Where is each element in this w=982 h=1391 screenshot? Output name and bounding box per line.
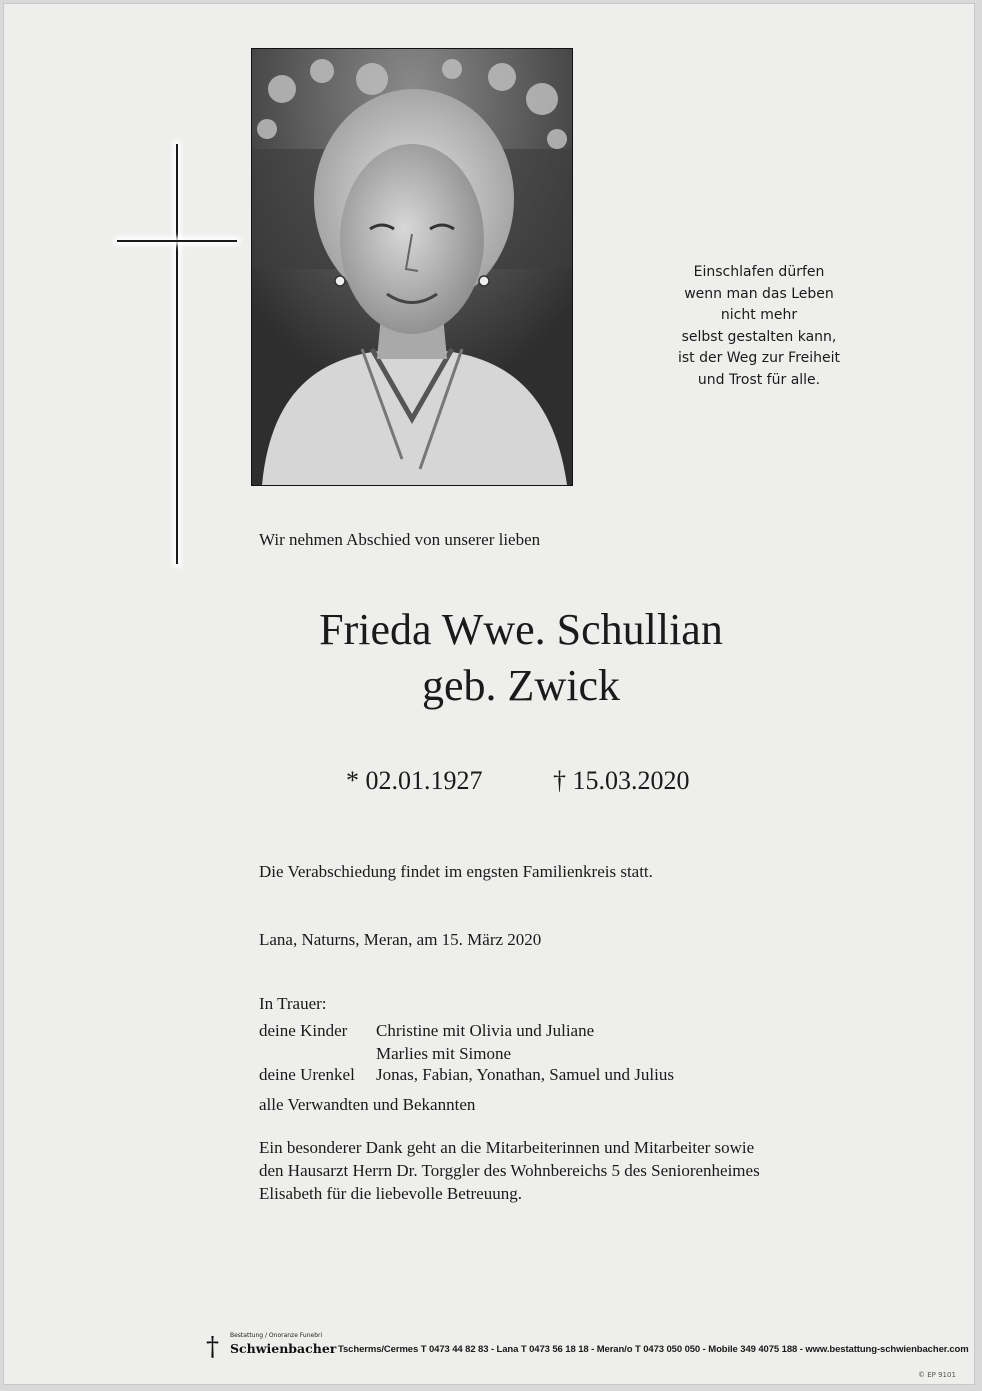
quote-line: ist der Weg zur Freiheit: [677, 350, 841, 366]
quote-line: Einschlafen dürfen: [693, 264, 825, 280]
quote-line: selbst gestalten kann,: [681, 328, 837, 345]
intro-text: Wir nehmen Abschied von unserer lieben: [259, 530, 541, 549]
mourner-relation: deine Kinder: [259, 1021, 348, 1040]
memorial-quote: [654, 262, 864, 391]
cross-icon-horizontal: [117, 240, 237, 242]
farewell-notice: Die Verabschiedung findet im engsten Familienkreis statt.: [259, 862, 653, 881]
logo-cross-icon: †: [206, 1332, 219, 1362]
mourner-names: Marlies mit Simone: [376, 1044, 512, 1063]
deceased-name-line2: geb. Zwick: [422, 661, 620, 710]
deceased-name-line1: Frieda Wwe. Schullian: [319, 605, 723, 654]
deceased-name: [4, 602, 982, 714]
thanks-line: Ein besonderer Dank geht an die Mitarbeiterinnen und Mitarbeiter sowie: [259, 1138, 755, 1157]
quote-line: nicht mehr: [720, 307, 798, 323]
funeral-home-logo: [206, 1330, 346, 1362]
place-and-date: Lana, Naturns, Meran, am 15. März 2020: [259, 930, 542, 949]
portrait-photo-graphic: [252, 49, 572, 485]
cross-icon-vertical: [176, 144, 178, 564]
quote-line: und Trost für alle.: [697, 371, 821, 388]
mourner-relation: deine Urenkel: [259, 1065, 355, 1084]
thanks-line: den Hausarzt Herrn Dr. Torggler des Wohnbereichs 5 des Seniorenheimes: [259, 1161, 760, 1180]
portrait-photo: [251, 48, 573, 486]
death-date: † 15.03.2020: [553, 766, 690, 795]
mourner-names: Jonas, Fabian, Yonathan, Samuel und Julius: [376, 1065, 674, 1084]
footer-contact: Tscherms/Cermes T 0473 44 82 83 - Lana T 0473 56 18 18 - Meran/o T 0473 050 050 - Mobile 349 4075 188 - www.bestattung-schwienbacher.com: [338, 1344, 969, 1355]
obituary-sheet: [3, 3, 975, 1385]
mourner-names: Christine mit Olivia und Juliane: [376, 1021, 595, 1040]
logo-subtitle: Bestattung / Onoranze Funebri: [230, 1332, 323, 1339]
print-code: © EP 9101: [918, 1371, 956, 1379]
relatives-line: alle Verwandten und Bekannten: [259, 1095, 476, 1114]
birth-date: * 02.01.1927: [346, 766, 483, 795]
thanks-line: Elisabeth für die liebevolle Betreuung.: [259, 1184, 522, 1203]
mourning-heading: In Trauer:: [259, 994, 327, 1013]
quote-line: wenn man das Leben: [684, 285, 834, 302]
logo-name: Schwienbacher: [230, 1341, 337, 1356]
